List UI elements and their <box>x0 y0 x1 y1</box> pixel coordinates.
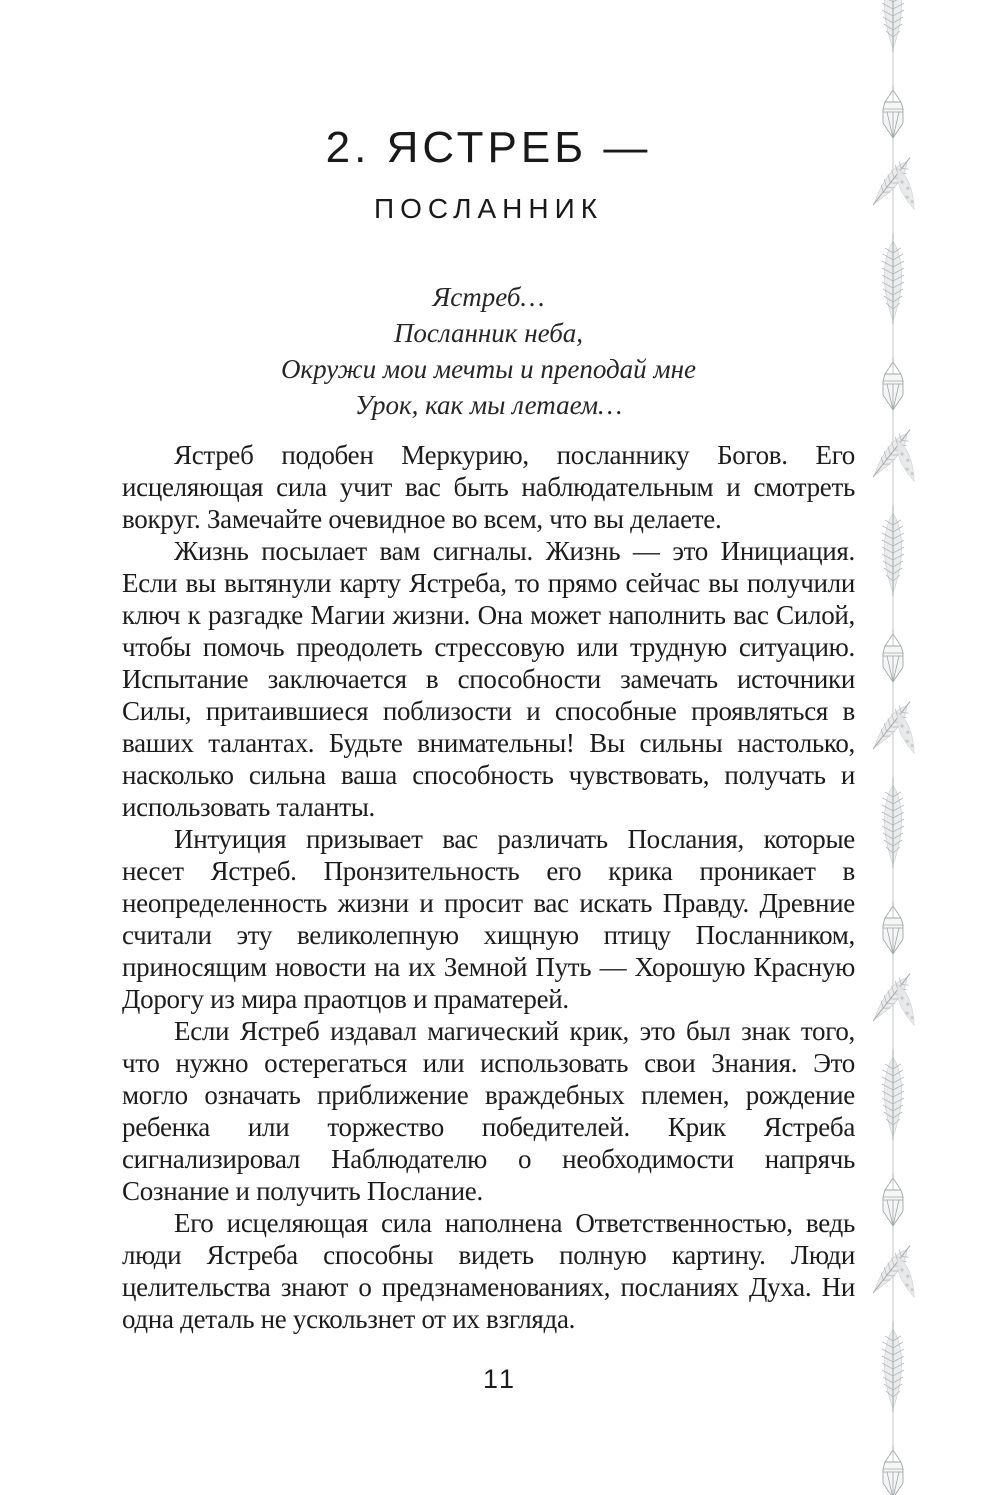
epigraph-line: Ястреб… <box>432 281 545 312</box>
epigraph-line: Окружи мои мечты и преподай мне <box>280 353 697 384</box>
feather-icon <box>882 234 904 324</box>
chapter-title-line2: ПОСЛАННИК <box>373 193 604 224</box>
body-paragraph: Если Ястреб издавал магический крик, это был знак того, что нужно остерегаться или использовать свои Знания. Это могло означать приближение враждебных племен, рождение ребенка или торжество победителей. Крик Ястреба сигнализировал Наблюдателю о необходимости напрячь Сознание и получить Послание. <box>122 1015 855 1206</box>
feather-icon <box>882 778 904 868</box>
chapter-title-line1: 2. ЯСТРЕБ — <box>325 123 652 172</box>
body-paragraph: Жизнь посылает вам сигналы. Жизнь — это Инициация. Если вы вытянули карту Ястреба, то прямо сейчас вы получили ключ к разгадке Магии жизни. Она может наполнить вас Силой, чтобы помочь преодолеть стрессовую или трудную ситуацию. Испытание заключается в способности замечать источники Силы, притаившиеся поблизости и способные проявляться в ваших талантах. Будьте внимательны! Вы сильны настолько, насколько сильна ваша способность чувствовать, получать и использовать таланты. <box>122 535 855 822</box>
body-paragraph: Его исцеляющая сила наполнена Ответственностью, ведь люди Ястреба способны видеть полную картину. Люди целительства знают о предзнаменованиях, посланиях Духа. Ни одна деталь не ускользнет от их взгляда. <box>122 1207 855 1334</box>
garland-unit <box>882 0 904 52</box>
epigraph <box>122 279 855 423</box>
feather-icon <box>882 0 904 52</box>
feather-garland-decoration <box>856 0 930 1495</box>
chapter-title <box>122 123 855 225</box>
epigraph-line: Посланник неба, <box>393 317 584 348</box>
body-text <box>122 439 855 1335</box>
page-number: 11 <box>482 1364 518 1394</box>
epigraph-line: Урок, как мы летаем… <box>354 389 623 420</box>
feather-icon <box>882 506 904 596</box>
body-paragraph: Ястреб подобен Меркурию, посланнику Богов. Его исцеляющая сила учит вас быть наблюдательным и смотреть вокруг. Замечайте очевидное во всем, что вы делаете. <box>122 439 855 534</box>
page-content <box>122 0 855 1335</box>
feather-icon <box>882 1050 904 1140</box>
body-paragraph: Интуиция призывает вас различать Послания, которые несет Ястреб. Пронзительность его крика проникает в неопределенность жизни и просит вас искать Правду. Древние считали эту великолепную хищную птицу Посланником, приносящим новости на их Земной Путь — Хорошую Красную Дорогу из мира праотцов и праматерей. <box>122 823 855 1014</box>
